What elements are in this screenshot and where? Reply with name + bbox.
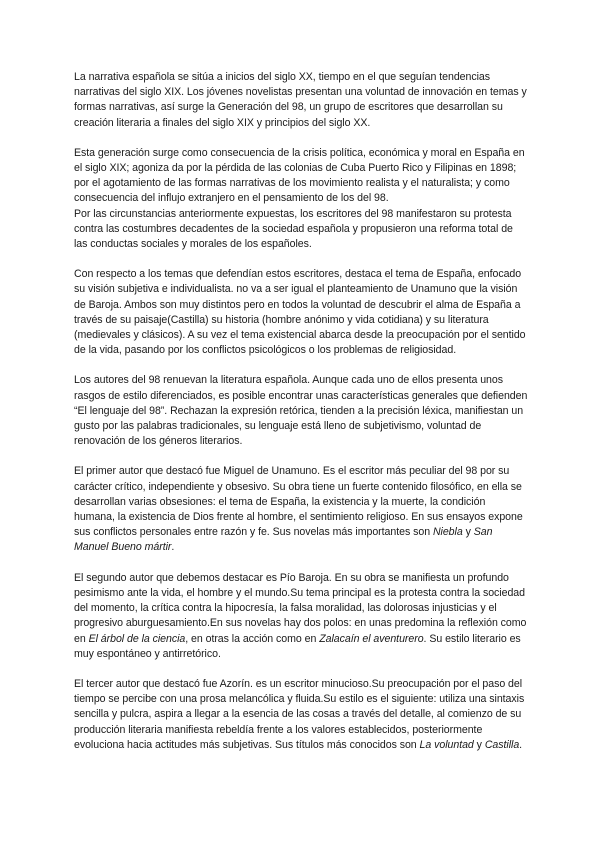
paragraph-text: El primer autor que destacó fue Miguel de Unamuno. Es el escritor más peculiar del 98 por su carácter crítico, independiente y obsesivo. Su obra tiene un fuerte contenido filosófico, en ella se desarrollan varias obsesiones: el tema de España, la existencia y la muerte, la condición humana, la existencia de Dios frente al hombre, el sentimiento religioso. En sus ensayos expone sus conflictos personales entre razón y fe. Sus novelas más importantes son: [74, 465, 523, 539]
paragraph-protest: [74, 207, 528, 253]
paragraph-intro: [74, 70, 528, 131]
paragraph-text: Por las circunstancias anteriormente expuestas, los escritores del 98 manifestaron su protesta contra las costumbres decadentes de la sociedad española y propusieron una reforma total de las conductas sociales y morales de los españoles.: [74, 207, 513, 251]
paragraph-unamuno: [74, 464, 528, 555]
paragraph-text: El segundo autor que debemos destacar es Pío Baroja. En su obra se manifiesta un profundo pesimismo ante la vida, el hombre y el mundo.Su tema principal es la protesta contra la sociedad del momento, la crítica contra la hipocresía, la falsa moralidad, las dolorosas injusticias y el progresivo aburguesamiento.En sus novelas hay dos polos: en unas predomina la reflexión como en: [74, 571, 527, 645]
book-title-san-manuel: San Manuel Bueno mártir: [74, 526, 493, 554]
paragraph-style: [74, 373, 528, 449]
paragraph-text: El tercer autor que destacó fue Azorín. es un escritor minucioso.Su preocupación por el paso del tiempo se percibe con una prosa melancólica y fluida.Su estilo es el siguiente: utiliza una sintaxis sencilla y pulcra, aspira a llegar a la esencia de las cosas a través del detalle, al comienzo de su producción literaria manifiesta rebeldía frente a los valores establecidos, posteriormente evoluciona hacia actitudes más subjetivas. Sus títulos más conocidos son: [74, 677, 525, 751]
book-title-niebla: Niebla: [432, 526, 463, 539]
paragraph-text: .: [171, 541, 175, 554]
book-title-voluntad: La voluntad: [419, 738, 474, 751]
paragraph-text: .: [519, 738, 523, 751]
paragraph-text: La narrativa española se sitúa a inicios del siglo XX, tiempo en el que seguían tendencias narrativas del siglo XIX. Los jóvenes novelistas presentan una voluntad de innovación en temas y formas narrativas, así surge la Generación del 98, un grupo de escritores que desarrollan su creación literaria a finales del siglo XIX y principios del siglo XX.: [74, 71, 527, 129]
document-body: [74, 70, 528, 768]
paragraph-text: Con respecto a los temas que defendían estos escritores, destaca el tema de España, enfocado su visión subjetiva e individualista. no va a ser igual el planteamiento de Unamuno que la visión de Baroja. Ambos son muy distintos pero en todos la voluntad de descubrir el alma de España a través de su paisaje(Castilla) su historia (hombre anónimo y vida cotidiana) y su literatura (medievales y clásicos). A su vez el tema existencial abarca desde la preocupación por el sentido de la vida, pasando por los conflictos psicológicos o los problemas de religiosidad.: [74, 268, 526, 357]
paragraph-text: Los autores del 98 renuevan la literatura española. Aunque cada uno de ellos presenta unos rasgos de estilo diferenciados, es posible encontrar unas características generales que defienden “El lenguaje del 98”. Rechazan la expresión retórica, tienden a la precisión léxica, manifiestan un gusto por las palabras tradicionales, su lenguaje está lleno de subjetivismo, voluntad de renovación de los géneros literarios.: [74, 374, 528, 448]
book-title-castilla: Castilla: [484, 738, 520, 751]
book-title-zalacain: Zalacaín el aventurero: [319, 632, 424, 645]
paragraph-text: y: [462, 526, 474, 539]
paragraph-text: y: [473, 738, 485, 751]
paragraph-azorin: [74, 677, 528, 753]
paragraph-baroja: [74, 571, 528, 662]
paragraph-origins: [74, 146, 528, 207]
paragraph-themes: [74, 267, 528, 358]
paragraph-text: , en otras la acción como en: [185, 632, 320, 645]
paragraph-text: Esta generación surge como consecuencia de la crisis política, económica y moral en España en el siglo XIX; agoniza da por la pérdida de las colonias de Cuba Puerto Rico y Filipinas en 1898; por el agotamiento de las formas narrativas de los movimiento realista y el naturalista; y como consecuencia del influjo extranjero en el pensamiento de los del 98.: [74, 146, 525, 205]
book-title-arbol-ciencia: El árbol de la ciencia: [88, 632, 186, 645]
paragraph-text: . Su estilo literario es muy espontáneo y antirretórico.: [74, 632, 521, 660]
